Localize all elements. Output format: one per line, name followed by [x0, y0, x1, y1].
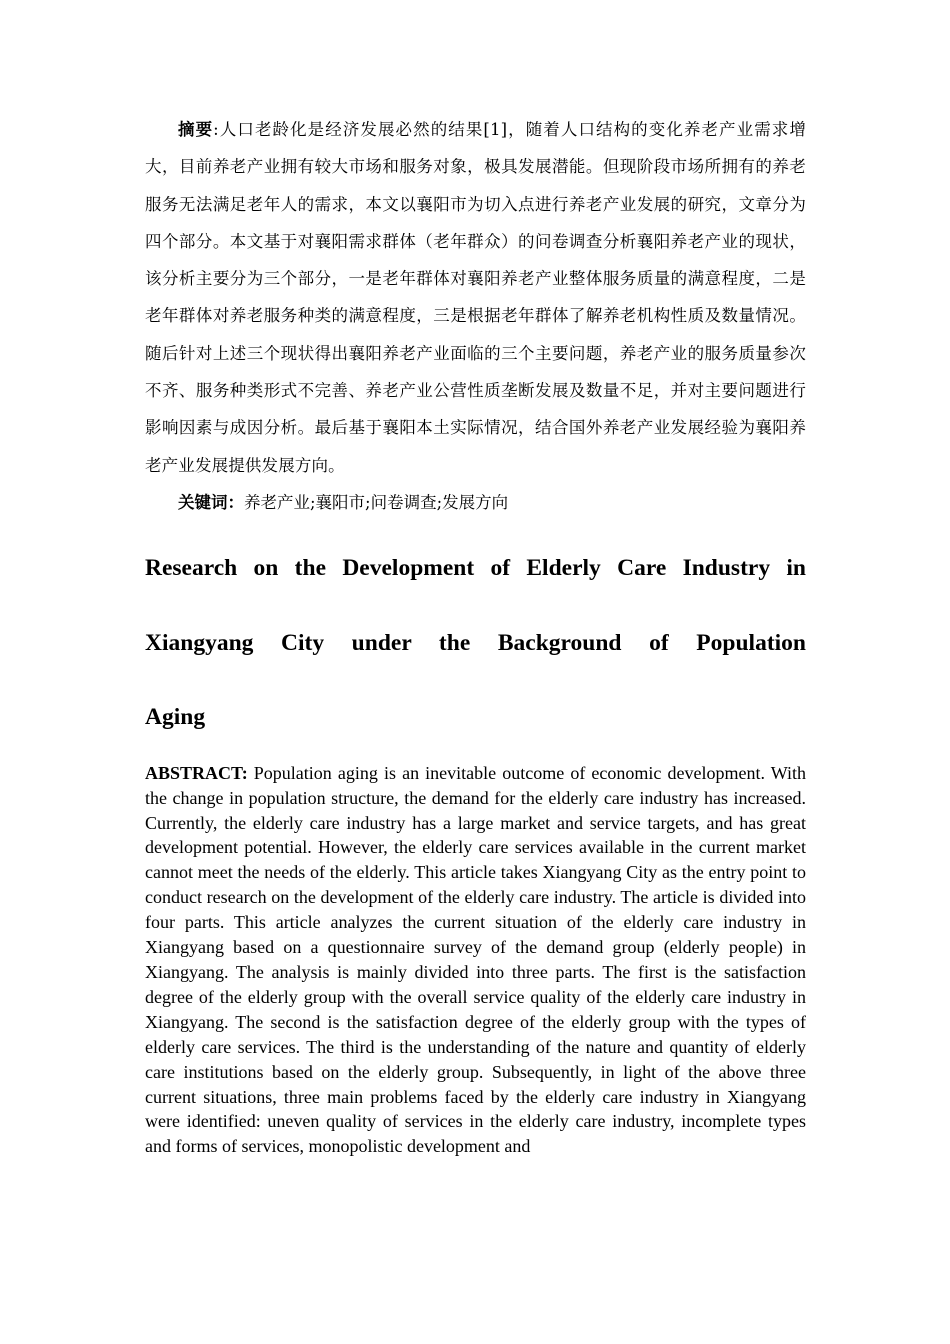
chinese-abstract-separator: :: [213, 120, 219, 139]
english-abstract-label: ABSTRACT:: [145, 762, 248, 783]
chinese-abstract-label: 摘要: [178, 120, 214, 139]
chinese-keywords-text: 养老产业;襄阳市;问卷调查;发展方向: [244, 492, 509, 512]
english-abstract-text: Population aging is an inevitable outcome of economic development. With the change in population structure, the demand for the elderly care industry has increased. Currently, the elderly care industry has a large market and service targets, and has great development potential. However, the elderly care services available in the current market cannot meet the needs of the elderly. This article takes Xiangyang City as the entry point to conduct research on the development of the elderly care industry. The article is divided into four parts. This article analyzes the current situation of the elderly care industry in Xiangyang based on a questionnaire survey of the demand group (elderly people) in Xiangyang. The analysis is mainly divided into three parts. The first is the satisfaction degree of the elderly group with the overall service quality of the elderly care industry in Xiangyang. The second is the satisfaction degree of the elderly group with the types of elderly care services. The third is the understanding of the nature and quantity of elderly care institutions based on the elderly group. Subsequently, in light of the above three current situations, three main problems faced by the elderly care industry in Xiangyang were identified: uneven quality of services in the elderly care industry, incomplete types and forms of services, monopolistic development and: [145, 762, 807, 1157]
chinese-abstract-text: 人口老龄化是经济发展必然的结果[1]，随着人口结构的变化养老产业需求增大，目前养老产业拥有较大市场和服务对象，极具发展潜能。但现阶段市场所拥有的养老服务无法满足老年人的需求，本文以襄阳市为切入点进行养老产业发展的研究，文章分为四个部分。本文基于对襄阳需求群体（老年群众）的问卷调查分析襄阳养老产业的现状，该分析主要分为三个部分，一是老年群体对襄阳养老产业整体服务质量的满意程度，二是老年群体对养老服务种类的满意程度，三是根据老年群体了解养老机构性质及数量情况。随后针对上述三个现状得出襄阳养老产业面临的三个主要问题，养老产业的服务质量参次不齐、服务种类形式不完善、养老产业公营性质垄断发展及数量不足，并对主要问题进行影响因素与成因分析。最后基于襄阳本土实际情况，结合国外养老产业发展经验为襄阳养老产业发展提供发展方向。: [145, 120, 806, 475]
english-title: Research on the Development of Elderly Care Industry in Xiangyang City under the Background of Population Aging: [145, 555, 806, 731]
chinese-keywords: [145, 484, 806, 521]
chinese-abstract: [145, 111, 806, 484]
chinese-keywords-label: 关键词：: [178, 492, 244, 512]
document-page: [145, 111, 806, 1159]
english-abstract: [145, 761, 806, 1160]
